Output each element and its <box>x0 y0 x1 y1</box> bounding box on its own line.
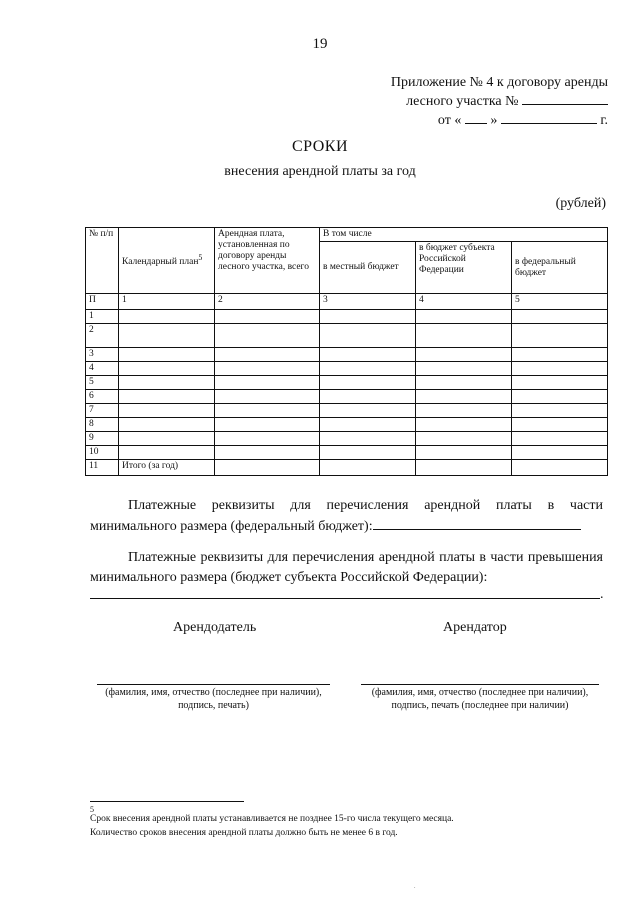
cell <box>215 390 320 404</box>
col-num-4: 4 <box>416 294 512 310</box>
col-num-5: 5 <box>512 294 608 310</box>
page-number: 19 <box>312 36 328 52</box>
table-row <box>86 362 608 376</box>
cell <box>512 324 608 348</box>
cell <box>320 376 416 390</box>
row-plan <box>119 432 215 446</box>
table-row-total <box>86 460 608 476</box>
lessor-caption-line-2: подпись, печать) <box>178 700 249 711</box>
cell <box>320 362 416 376</box>
header-rent-total: Арендная плата, установленная по договору аренды лесного участка, всего <box>215 228 320 294</box>
row-plan <box>119 446 215 460</box>
month-blank <box>501 111 597 124</box>
cell <box>416 432 512 446</box>
appendix-line-2 <box>391 92 608 111</box>
table-row <box>86 404 608 418</box>
row-plan <box>119 362 215 376</box>
row-num: 6 <box>86 390 119 404</box>
table-row <box>86 418 608 432</box>
subject-details-blank <box>90 598 600 599</box>
scan-mark: . <box>414 884 416 890</box>
table-row <box>86 310 608 324</box>
cell <box>512 390 608 404</box>
payment-details-subject <box>90 548 603 588</box>
plot-number-blank <box>522 92 608 105</box>
federal-details-blank <box>373 516 581 530</box>
cell <box>416 446 512 460</box>
year-label: г. <box>600 113 608 128</box>
row-num: 8 <box>86 418 119 432</box>
para1-text: Платежные реквизиты для перечисления арендной платы в части минимального размера (федеральный бюджет): <box>90 498 603 534</box>
cell <box>320 310 416 324</box>
row-num: 3 <box>86 348 119 362</box>
date-mid-quote: » <box>490 113 498 128</box>
header-row-1 <box>86 228 608 242</box>
cell <box>320 460 416 476</box>
cell <box>320 432 416 446</box>
payment-schedule-table <box>85 227 608 476</box>
column-number-row <box>86 294 608 310</box>
cell <box>320 348 416 362</box>
cell <box>512 460 608 476</box>
cell <box>416 376 512 390</box>
footnote-line-2: Количество сроков внесения арендной платы должно быть не менее 6 в год. <box>90 828 398 838</box>
row-plan <box>119 310 215 324</box>
cell <box>512 310 608 324</box>
lessee-caption-line-1: (фамилия, имя, отчество (последнее при наличии), <box>371 687 589 698</box>
cell <box>416 390 512 404</box>
row-num: 10 <box>86 446 119 460</box>
lessee-caption-line-2: подпись, печать (последнее при наличии) <box>391 700 569 711</box>
table-row <box>86 432 608 446</box>
row-plan <box>119 404 215 418</box>
row-num: 2 <box>86 324 119 348</box>
table-row <box>86 348 608 362</box>
cell <box>215 376 320 390</box>
col-num-0: П <box>86 294 119 310</box>
lessor-caption-line-1: (фамилия, имя, отчество (последнее при наличии), <box>105 687 322 698</box>
lessor-signature-line <box>97 684 330 685</box>
table-row <box>86 446 608 460</box>
document-subtitle: внесения арендной платы за год <box>224 164 416 179</box>
row-plan <box>119 348 215 362</box>
lessor-caption <box>92 686 335 712</box>
cell <box>512 404 608 418</box>
date-from-label: от « <box>437 113 462 128</box>
row-num: 4 <box>86 362 119 376</box>
cell <box>512 362 608 376</box>
header-including: В том числе <box>320 228 608 242</box>
cell <box>416 460 512 476</box>
cell <box>215 418 320 432</box>
cell <box>512 348 608 362</box>
cell <box>512 376 608 390</box>
lessor-title: Арендодатель <box>173 620 257 635</box>
row-num: 9 <box>86 432 119 446</box>
row-num: 11 <box>86 460 119 476</box>
table-row <box>86 324 608 348</box>
cell <box>416 362 512 376</box>
cell <box>416 404 512 418</box>
cell <box>512 432 608 446</box>
appendix-line-3 <box>391 111 608 130</box>
footnote-rule <box>90 801 244 802</box>
cell <box>416 348 512 362</box>
row-num: 1 <box>86 310 119 324</box>
table-row <box>86 390 608 404</box>
row-num: 5 <box>86 376 119 390</box>
cell <box>215 310 320 324</box>
header-num: № п/п <box>86 228 119 294</box>
para2-end: . <box>600 587 604 602</box>
table-row <box>86 376 608 390</box>
cell <box>215 324 320 348</box>
footnote-line-1: Срок внесения арендной платы устанавливается не позднее 15-го числа текущего месяца. <box>90 814 454 824</box>
cell <box>320 390 416 404</box>
lessee-signature-line <box>361 684 599 685</box>
footnote-ref: 5 <box>198 253 203 263</box>
cell <box>215 404 320 418</box>
cell <box>215 348 320 362</box>
header-subject-budget: в бюджет субъекта Российской Федерации <box>416 242 512 294</box>
cell <box>215 446 320 460</box>
cell <box>320 418 416 432</box>
cell <box>215 362 320 376</box>
footnote-mark: 5 <box>90 805 94 814</box>
cell <box>320 446 416 460</box>
cell <box>320 324 416 348</box>
row-plan: Итого (за год) <box>119 460 215 476</box>
col-num-3: 3 <box>320 294 416 310</box>
appendix-line-1: Приложение № 4 к договору аренды <box>390 75 608 90</box>
header-calendar-plan <box>119 228 215 294</box>
document-title: СРОКИ <box>291 138 349 155</box>
cell <box>512 446 608 460</box>
col-num-2: 2 <box>215 294 320 310</box>
day-blank <box>465 111 487 124</box>
lessee-title: Арендатор <box>443 620 507 635</box>
col-num-1: 1 <box>119 294 215 310</box>
cell <box>416 418 512 432</box>
payment-details-federal <box>90 496 603 537</box>
cell <box>512 418 608 432</box>
row-plan <box>119 418 215 432</box>
header-federal-budget: в федеральный бюджет <box>512 242 608 294</box>
cell <box>416 324 512 348</box>
unit-label: (рублей) <box>555 196 606 211</box>
para2-text: Платежные реквизиты для перечисления арендной платы в части превышения минимального размера (бюджет субъекта Российской Федерации): <box>90 550 603 585</box>
appendix-plot-label: лесного участка № <box>406 94 519 109</box>
cell <box>215 460 320 476</box>
row-num: 7 <box>86 404 119 418</box>
row-plan <box>119 324 215 348</box>
cell <box>416 310 512 324</box>
header-local-budget: в местный бюджет <box>320 242 416 294</box>
header-plan-text: Календарный план <box>122 257 199 268</box>
appendix-header <box>391 74 608 130</box>
row-plan <box>119 390 215 404</box>
cell <box>215 432 320 446</box>
cell <box>320 404 416 418</box>
lessee-caption <box>356 686 604 712</box>
row-plan <box>119 376 215 390</box>
